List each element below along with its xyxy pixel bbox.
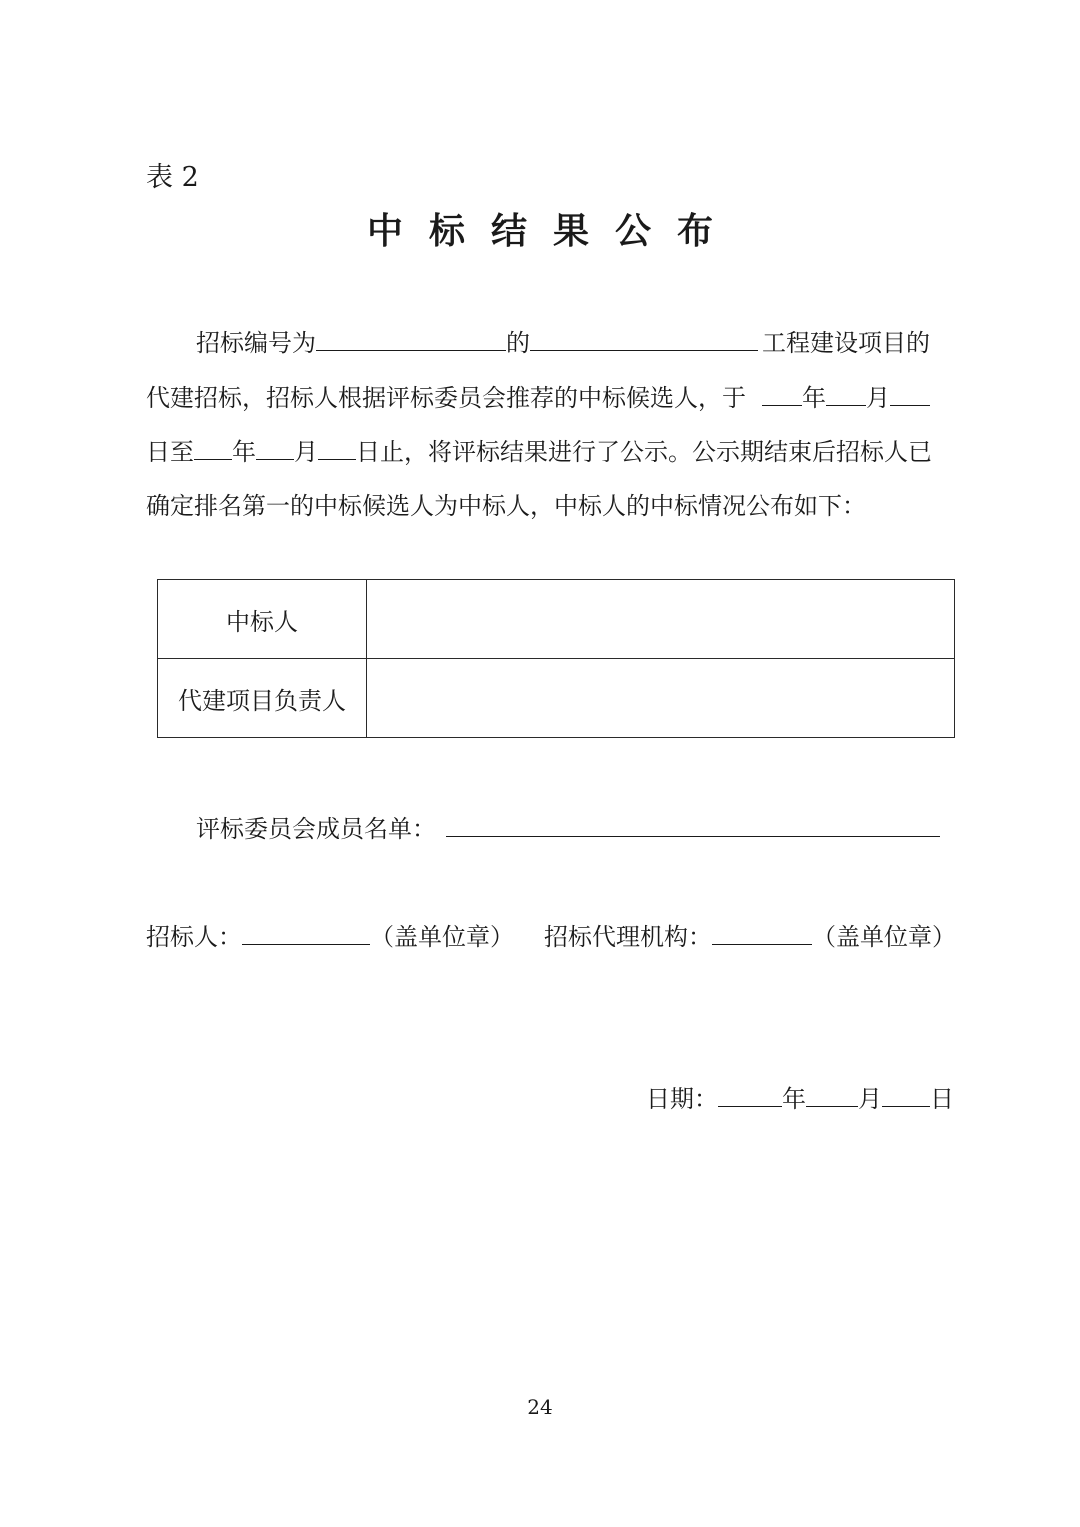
label-winner-statement: 确定排名第一的中标候选人为中标人，中标人的中标情况公布如下：: [146, 492, 866, 520]
label-day: 日: [146, 438, 170, 466]
label-winning-bidder: 中标人: [158, 580, 367, 659]
tenderer-seal-note: （盖单位章）: [370, 923, 514, 951]
label-committee: 评标委员会成员名单：: [196, 815, 436, 843]
tender-number-field[interactable]: [316, 324, 506, 351]
label-day: 日: [356, 438, 380, 466]
date-month-field[interactable]: [806, 1080, 858, 1107]
start-day-field[interactable]: [890, 379, 930, 406]
label-of: 的: [506, 329, 530, 357]
label-month: 月: [866, 384, 890, 412]
start-year-field[interactable]: [762, 379, 802, 406]
date-day-field[interactable]: [882, 1080, 930, 1107]
label-tender-number: 招标编号为: [196, 329, 316, 357]
label-year: 年: [782, 1085, 806, 1113]
project-manager-cell[interactable]: [367, 659, 955, 738]
label-year: 年: [802, 384, 826, 412]
label-year: 年: [232, 438, 256, 466]
label-project-manager: 代建项目负责人: [158, 659, 367, 738]
table-row: [158, 580, 955, 659]
winning-bidder-cell[interactable]: [367, 580, 955, 659]
announcement-line-2: [146, 379, 930, 415]
label-agency-intro: 代建招标，招标人根据评标委员会推荐的中标候选人，于: [146, 384, 746, 412]
result-table: [157, 579, 955, 738]
agency-field[interactable]: [712, 918, 812, 945]
label-date: 日期：: [646, 1085, 718, 1113]
label-project-suffix: 工程建设项目的: [762, 329, 930, 357]
label-tenderer: 招标人：: [146, 923, 242, 951]
label-publicity-text: 止，将评标结果进行了公示。公示期结束后招标人已: [380, 438, 932, 466]
agency-seal-note: （盖单位章）: [812, 923, 956, 951]
table-label: 表 2: [146, 162, 199, 193]
label-agency: 招标代理机构：: [544, 923, 712, 951]
announcement-line-3: [146, 433, 932, 469]
end-month-field[interactable]: [256, 433, 294, 460]
page-title: 中标结果公布: [366, 210, 739, 252]
table-row: [158, 659, 955, 738]
committee-line: [196, 810, 940, 846]
label-to: 至: [170, 438, 194, 466]
project-name-field[interactable]: [530, 324, 758, 351]
start-month-field[interactable]: [826, 379, 866, 406]
date-year-field[interactable]: [718, 1080, 782, 1107]
date-line: [646, 1080, 954, 1116]
label-day: 日: [930, 1085, 954, 1113]
end-year-field[interactable]: [194, 433, 232, 460]
end-day-field[interactable]: [318, 433, 356, 460]
label-month: 月: [858, 1085, 882, 1113]
signature-line: [146, 918, 956, 954]
committee-members-field[interactable]: [446, 810, 940, 837]
page-number: 24: [527, 1395, 553, 1419]
announcement-line-1: [196, 324, 930, 360]
label-month: 月: [294, 438, 318, 466]
tenderer-field[interactable]: [242, 918, 370, 945]
announcement-line-4: [146, 488, 866, 524]
